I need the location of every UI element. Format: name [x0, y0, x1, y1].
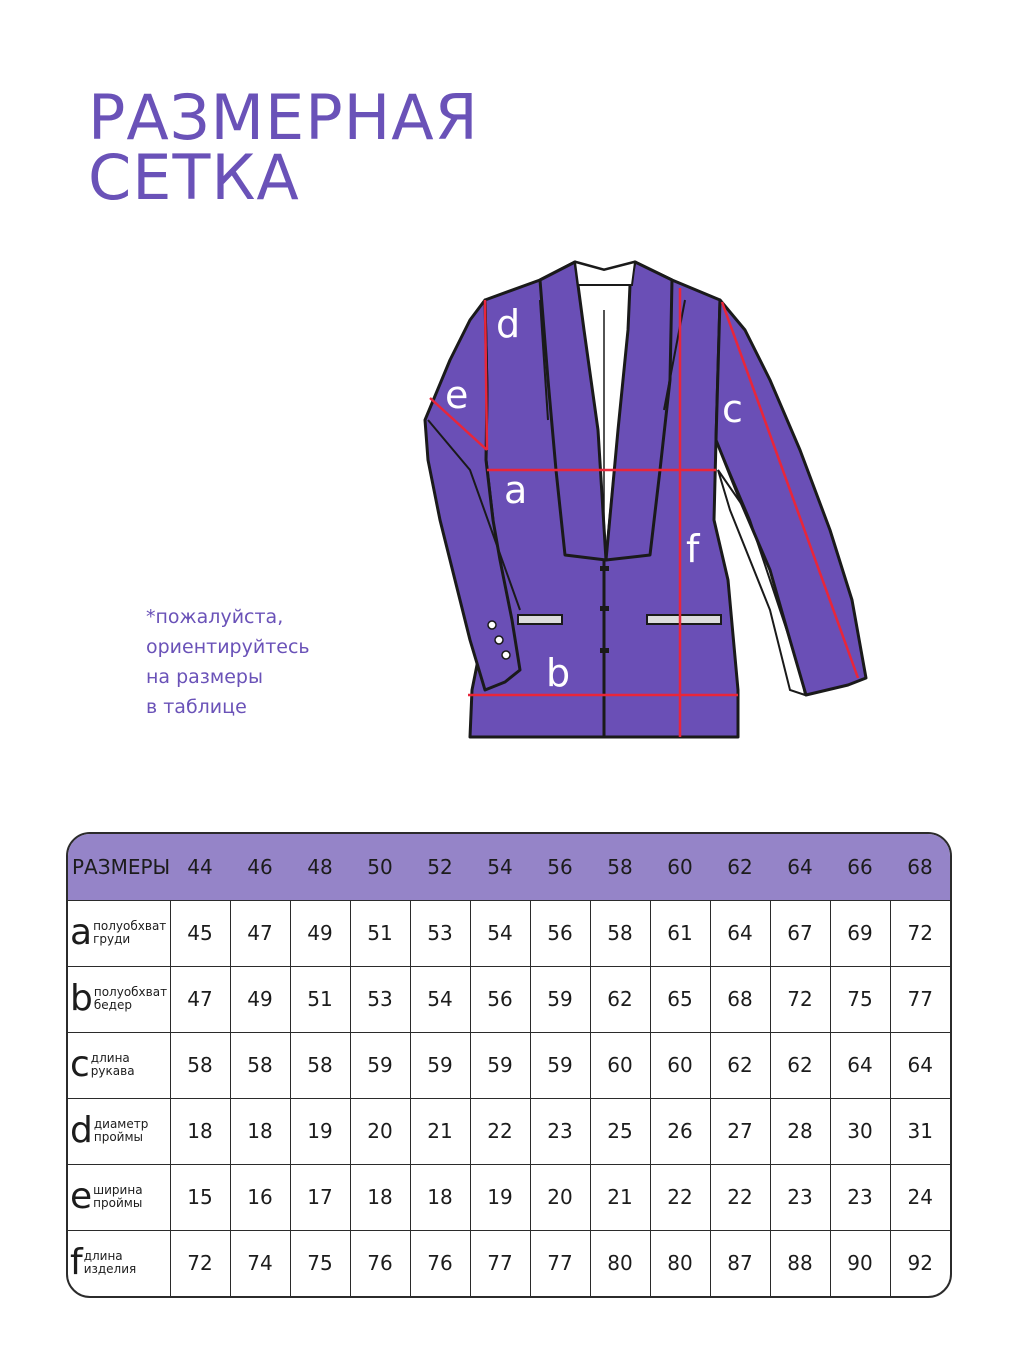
label-e: e: [445, 373, 469, 417]
table-cell: 65: [650, 966, 710, 1032]
size-header: 54: [487, 854, 513, 879]
row-description: [93, 1184, 142, 1210]
row-label: [68, 1098, 170, 1164]
table-cell: 58: [230, 1032, 290, 1098]
table-cell: 22: [650, 1164, 710, 1230]
size-header: 56: [547, 854, 573, 879]
size-header: 68: [907, 854, 933, 879]
table-cell: 54: [470, 900, 530, 966]
table-cell: 64: [830, 1032, 890, 1098]
row-label: [68, 1230, 170, 1296]
table-cell: 23: [830, 1164, 890, 1230]
table-cell: 17: [290, 1164, 350, 1230]
row-desc-line-1: полуобхват: [93, 985, 168, 999]
table-row: [68, 966, 950, 1032]
header-label: РАЗМЕРЫ: [72, 854, 171, 879]
table-row: [68, 1032, 950, 1098]
size-header: 62: [727, 854, 753, 879]
row-letter: a: [70, 912, 93, 953]
table-cell: 80: [590, 1230, 650, 1296]
table-cell: 77: [530, 1230, 590, 1296]
size-header: 50: [367, 854, 393, 879]
size-header: 66: [847, 854, 873, 879]
table-cell: 60: [650, 1032, 710, 1098]
note-line-1: *пожалуйста,: [146, 606, 284, 628]
table-cell: 62: [590, 966, 650, 1032]
table-cell: 27: [710, 1098, 770, 1164]
row-label-group: [70, 1110, 170, 1151]
table-cell: 56: [470, 966, 530, 1032]
table-cell: 26: [650, 1098, 710, 1164]
row-desc-line-2: рукава: [90, 1064, 135, 1078]
table-cell: 58: [290, 1032, 350, 1098]
table-cell: 18: [170, 1098, 230, 1164]
row-label-group: [70, 912, 170, 953]
size-header: 60: [667, 854, 693, 879]
table-cell: 24: [890, 1164, 950, 1230]
size-header: 46: [247, 854, 273, 879]
size-header: 44: [187, 854, 213, 879]
page-title-line-1: РАЗМЕРНАЯ: [88, 81, 479, 154]
table-cell: 59: [410, 1032, 470, 1098]
row-letter: c: [70, 1044, 90, 1085]
note-line-3: на размеры: [146, 666, 263, 688]
table-cell: 30: [830, 1098, 890, 1164]
table-cell: 21: [410, 1098, 470, 1164]
label-c: c: [722, 387, 743, 431]
row-desc-line-2: груди: [93, 932, 131, 946]
table-cell: 45: [170, 900, 230, 966]
size-table: [66, 832, 952, 1298]
row-desc-line-1: длина: [83, 1249, 123, 1264]
row-description: [91, 1052, 135, 1078]
table-cell: 61: [650, 900, 710, 966]
table-cell: 69: [830, 900, 890, 966]
table-row: [68, 1098, 950, 1164]
page-title-line-2: СЕТКА: [88, 141, 300, 214]
table-cell: 62: [770, 1032, 830, 1098]
table-cell: 77: [890, 966, 950, 1032]
table-cell: 28: [770, 1098, 830, 1164]
table-cell: 68: [710, 966, 770, 1032]
table-cell: 19: [470, 1164, 530, 1230]
table-cell: 20: [530, 1164, 590, 1230]
row-label: [68, 966, 170, 1032]
table-cell: 72: [170, 1230, 230, 1296]
table-cell: 72: [770, 966, 830, 1032]
table-cell: 75: [290, 1230, 350, 1296]
table-cell: 18: [350, 1164, 410, 1230]
table-cell: 18: [410, 1164, 470, 1230]
note-line-4: в таблице: [146, 696, 247, 718]
table-cell: 59: [530, 966, 590, 1032]
row-desc-line-1: диаметр: [93, 1117, 149, 1131]
row-desc-line-2: изделия: [83, 1262, 137, 1277]
row-label-group: [70, 1176, 170, 1217]
table-cell: 54: [410, 966, 470, 1032]
table-cell: 62: [710, 1032, 770, 1098]
table-cell: 22: [710, 1164, 770, 1230]
table-cell: 64: [890, 1032, 950, 1098]
table-cell: 19: [290, 1098, 350, 1164]
row-desc-line-1: длина: [90, 1051, 130, 1065]
table-cell: 49: [290, 900, 350, 966]
row-desc-line-1: полуобхват: [93, 919, 167, 933]
table-cell: 23: [530, 1098, 590, 1164]
table-cell: 77: [470, 1230, 530, 1296]
table-row: [68, 1164, 950, 1230]
table-cell: 21: [590, 1164, 650, 1230]
row-letter: f: [70, 1242, 83, 1284]
table-cell: 80: [650, 1230, 710, 1296]
table-cell: 60: [590, 1032, 650, 1098]
table-cell: 31: [890, 1098, 950, 1164]
table-cell: 74: [230, 1230, 290, 1296]
row-letter: b: [70, 978, 93, 1019]
table-cell: 22: [470, 1098, 530, 1164]
row-desc-line-1: ширина: [93, 1183, 143, 1197]
note-line-2: ориентируйтесь: [146, 636, 310, 658]
row-desc-line-2: бедер: [93, 998, 132, 1012]
table-cell: 47: [170, 966, 230, 1032]
size-note: [146, 602, 310, 722]
size-header: 64: [787, 854, 813, 879]
row-description: [93, 920, 166, 946]
table-cell: 56: [530, 900, 590, 966]
row-letter: e: [70, 1176, 93, 1217]
table-header-row: [68, 834, 950, 900]
table-cell: 64: [710, 900, 770, 966]
label-b: b: [546, 651, 571, 695]
table-cell: 18: [230, 1098, 290, 1164]
row-description: [94, 1118, 149, 1144]
table-cell: 92: [890, 1230, 950, 1296]
table-cell: 47: [230, 900, 290, 966]
table-cell: 49: [230, 966, 290, 1032]
row-letter: d: [70, 1110, 93, 1151]
table-cell: 72: [890, 900, 950, 966]
label-d: d: [496, 302, 521, 346]
row-label: [68, 1032, 170, 1098]
label-a: a: [504, 468, 528, 512]
row-label: [68, 900, 170, 966]
table-cell: 59: [470, 1032, 530, 1098]
row-label: [68, 1164, 170, 1230]
table-cell: 59: [530, 1032, 590, 1098]
table-cell: 53: [350, 966, 410, 1032]
size-header: 48: [307, 854, 333, 879]
table-row: [68, 1230, 950, 1296]
row-label-group: [70, 978, 170, 1019]
row-label-group: [70, 1044, 170, 1085]
table-cell: 51: [350, 900, 410, 966]
table-cell: 53: [410, 900, 470, 966]
label-f: f: [686, 527, 700, 571]
row-description: [84, 1250, 137, 1276]
size-header: 58: [607, 854, 633, 879]
row-description: [94, 986, 167, 1012]
table-cell: 90: [830, 1230, 890, 1296]
table-cell: 87: [710, 1230, 770, 1296]
size-header: 52: [427, 854, 453, 879]
row-desc-line-2: проймы: [93, 1130, 143, 1144]
table-cell: 58: [170, 1032, 230, 1098]
table-cell: 15: [170, 1164, 230, 1230]
table-cell: 20: [350, 1098, 410, 1164]
table-cell: 76: [350, 1230, 410, 1296]
table-cell: 75: [830, 966, 890, 1032]
row-label-group: [70, 1242, 170, 1284]
table-cell: 88: [770, 1230, 830, 1296]
table-cell: 51: [290, 966, 350, 1032]
table-cell: 67: [770, 900, 830, 966]
table-cell: 23: [770, 1164, 830, 1230]
table-cell: 58: [590, 900, 650, 966]
table-cell: 76: [410, 1230, 470, 1296]
table-cell: 25: [590, 1098, 650, 1164]
table-cell: 16: [230, 1164, 290, 1230]
table-cell: 59: [350, 1032, 410, 1098]
table-row: [68, 900, 950, 966]
row-desc-line-2: проймы: [93, 1196, 143, 1210]
